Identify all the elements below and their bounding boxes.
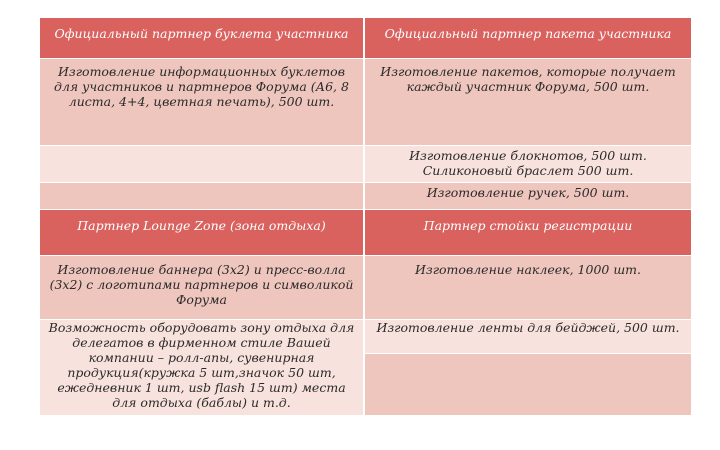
empty-cell-right-1 bbox=[365, 354, 691, 415]
lounge-description-cell bbox=[40, 320, 363, 415]
header-lounge-partner bbox=[40, 210, 363, 255]
stickers-description: Изготовление наклеек, 1000 шт. bbox=[415, 262, 641, 277]
package-description-cell bbox=[365, 59, 691, 145]
stickers-description-cell bbox=[365, 256, 691, 319]
header-registration-partner-label: Партнер стойки регистрации bbox=[423, 218, 633, 233]
banner-description-cell bbox=[40, 256, 363, 319]
booklet-description-cell bbox=[40, 59, 363, 145]
bracelet-description: Силиконовый браслет 500 шт. bbox=[422, 163, 634, 178]
pens-cell bbox=[365, 183, 691, 209]
package-description: Изготовление пакетов, которые получает каждый участник Форума, 500 шт. bbox=[380, 64, 676, 94]
sponsorship-table bbox=[40, 18, 691, 415]
header-lounge-partner-label: Партнер Lounge Zone (зона отдыха) bbox=[77, 218, 326, 233]
header-package-partner-label: Официальный партнер пакета участника bbox=[384, 26, 672, 41]
lanyard-description-cell bbox=[365, 320, 691, 353]
notebooks-bracelet-cell bbox=[365, 146, 691, 182]
empty-cell-left-2 bbox=[40, 183, 363, 209]
lanyard-description: Изготовление ленты для бейджей, 500 шт. bbox=[376, 320, 680, 335]
header-booklet-partner-label: Официальный партнер буклета участника bbox=[54, 26, 349, 41]
pens-description: Изготовление ручек, 500 шт. bbox=[426, 185, 630, 200]
lounge-description: Возможность оборудовать зону отдыха для делегатов в фирменном стиле Вашей компании – ролл-апы, сувенирная продукция(кружка 5 шт,значок 50 шт, ежедневник 1 шт, usb flash 15 шт) места для отдыха (баблы) и т.д. bbox=[48, 320, 355, 410]
header-package-partner bbox=[365, 18, 691, 58]
header-booklet-partner bbox=[40, 18, 363, 58]
empty-cell-left-1 bbox=[40, 146, 363, 182]
banner-description: Изготовление баннера (3х2) и пресс-волла (3х2) с логотипами партнеров и символикой Форума bbox=[49, 262, 354, 307]
notebooks-description: Изготовление блокнотов, 500 шт. bbox=[409, 148, 647, 163]
booklet-description: Изготовление информационных буклетов для участников и партнеров Форума (А6, 8 листа, 4+4, цветная печать), 500 шт. bbox=[54, 64, 349, 109]
header-registration-partner bbox=[365, 210, 691, 255]
